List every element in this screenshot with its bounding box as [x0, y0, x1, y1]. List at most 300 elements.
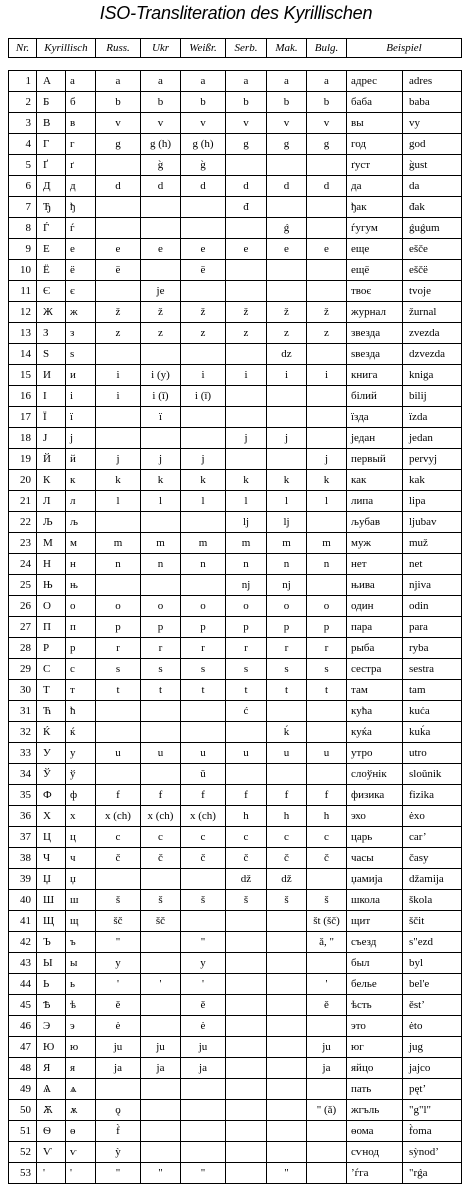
example-latin: car’	[403, 827, 462, 848]
serbian-translit: t	[226, 680, 267, 701]
table-row	[9, 344, 462, 365]
example-cyrillic: љубав	[347, 512, 403, 533]
example-cyrillic: царь	[347, 827, 403, 848]
row-number: 9	[9, 239, 37, 260]
cyrillic-lowercase: г	[66, 134, 96, 155]
serbian-translit: u	[226, 743, 267, 764]
table-row	[9, 365, 462, 386]
macedonian-translit: f	[267, 785, 307, 806]
example-cyrillic: ѳома	[347, 1121, 403, 1142]
header-russ: Russ.	[96, 39, 141, 58]
serbian-translit: n	[226, 554, 267, 575]
cyrillic-lowercase: ъ	[66, 932, 96, 953]
example-latin: bel'e	[403, 974, 462, 995]
table-row	[9, 1079, 462, 1100]
serbian-translit	[226, 1058, 267, 1079]
example-latin: adres	[403, 71, 462, 92]
row-number: 10	[9, 260, 37, 281]
cyrillic-lowercase: ќ	[66, 722, 96, 743]
example-cyrillic: книга	[347, 365, 403, 386]
example-latin: kuḱa	[403, 722, 462, 743]
example-latin: byl	[403, 953, 462, 974]
bulgarian-translit	[307, 218, 347, 239]
cyrillic-lowercase: б	[66, 92, 96, 113]
row-number: 38	[9, 848, 37, 869]
row-number: 27	[9, 617, 37, 638]
bulgarian-translit	[307, 428, 347, 449]
example-cyrillic: твоє	[347, 281, 403, 302]
table-row	[9, 827, 462, 848]
header-weissr: Weißr.	[181, 39, 226, 58]
bulgarian-translit: v	[307, 113, 347, 134]
serbian-translit: z	[226, 323, 267, 344]
row-number: 50	[9, 1100, 37, 1121]
row-number: 47	[9, 1037, 37, 1058]
table-row	[9, 1142, 462, 1163]
row-number: 30	[9, 680, 37, 701]
cyrillic-lowercase: ѧ	[66, 1079, 96, 1100]
macedonian-translit	[267, 1100, 307, 1121]
cyrillic-uppercase: Ѓ	[37, 218, 66, 239]
cyrillic-lowercase: х	[66, 806, 96, 827]
example-latin: "g"l"	[403, 1100, 462, 1121]
example-latin: ïzda	[403, 407, 462, 428]
cyrillic-lowercase: о	[66, 596, 96, 617]
table-row	[9, 743, 462, 764]
russian-translit: '	[96, 974, 141, 995]
cyrillic-uppercase: Ѧ	[37, 1079, 66, 1100]
russian-translit: "	[96, 932, 141, 953]
ukrainian-translit	[141, 869, 181, 890]
row-number: 19	[9, 449, 37, 470]
serbian-translit: m	[226, 533, 267, 554]
row-number: 52	[9, 1142, 37, 1163]
serbian-translit: i	[226, 365, 267, 386]
macedonian-translit: o	[267, 596, 307, 617]
row-number: 17	[9, 407, 37, 428]
cyrillic-uppercase: Х	[37, 806, 66, 827]
cyrillic-uppercase: Ѫ	[37, 1100, 66, 1121]
bulgarian-translit: b	[307, 92, 347, 113]
row-number: 4	[9, 134, 37, 155]
cyrillic-uppercase: Ф	[37, 785, 66, 806]
bulgarian-translit: f	[307, 785, 347, 806]
belarusian-translit: i	[181, 365, 226, 386]
ukrainian-translit: r	[141, 638, 181, 659]
header-mak: Mak.	[267, 39, 307, 58]
bulgarian-translit: s	[307, 659, 347, 680]
cyrillic-lowercase: љ	[66, 512, 96, 533]
example-cyrillic: был	[347, 953, 403, 974]
bulgarian-translit	[307, 407, 347, 428]
belarusian-translit: b	[181, 92, 226, 113]
russian-translit: šč	[96, 911, 141, 932]
cyrillic-uppercase: Ј	[37, 428, 66, 449]
table-row	[9, 1121, 462, 1142]
example-cyrillic: вы	[347, 113, 403, 134]
row-number: 35	[9, 785, 37, 806]
example-cyrillic: їзда	[347, 407, 403, 428]
bulgarian-translit: z	[307, 323, 347, 344]
belarusian-translit: n	[181, 554, 226, 575]
russian-translit	[96, 701, 141, 722]
macedonian-translit	[267, 155, 307, 176]
bulgarian-translit	[307, 1121, 347, 1142]
bulgarian-translit: r	[307, 638, 347, 659]
row-number: 25	[9, 575, 37, 596]
ukrainian-translit: o	[141, 596, 181, 617]
row-number: 28	[9, 638, 37, 659]
row-number: 31	[9, 701, 37, 722]
serbian-translit: o	[226, 596, 267, 617]
belarusian-translit: c	[181, 827, 226, 848]
example-latin: ešče	[403, 239, 462, 260]
russian-translit: l	[96, 491, 141, 512]
cyrillic-lowercase: т	[66, 680, 96, 701]
row-number: 16	[9, 386, 37, 407]
serbian-translit	[226, 155, 267, 176]
bulgarian-translit: ž	[307, 302, 347, 323]
row-number: 7	[9, 197, 37, 218]
example-latin: odin	[403, 596, 462, 617]
ukrainian-translit: m	[141, 533, 181, 554]
bulgarian-translit	[307, 512, 347, 533]
row-number: 13	[9, 323, 37, 344]
belarusian-translit	[181, 911, 226, 932]
macedonian-translit: dž	[267, 869, 307, 890]
serbian-translit	[226, 953, 267, 974]
cyrillic-uppercase: Б	[37, 92, 66, 113]
ukrainian-translit: e	[141, 239, 181, 260]
ukrainian-translit: x (ch)	[141, 806, 181, 827]
cyrillic-lowercase: з	[66, 323, 96, 344]
serbian-translit	[226, 1142, 267, 1163]
column-header-table	[8, 38, 462, 58]
example-cyrillic: липа	[347, 491, 403, 512]
belarusian-translit: č	[181, 848, 226, 869]
serbian-translit	[226, 1016, 267, 1037]
header-bulg: Bulg.	[307, 39, 347, 58]
cyrillic-lowercase: ч	[66, 848, 96, 869]
cyrillic-lowercase: в	[66, 113, 96, 134]
cyrillic-lowercase: я	[66, 1058, 96, 1079]
belarusian-translit	[181, 197, 226, 218]
russian-translit: s	[96, 659, 141, 680]
example-cyrillic: физика	[347, 785, 403, 806]
cyrillic-uppercase: Ґ	[37, 155, 66, 176]
macedonian-translit	[267, 260, 307, 281]
cyrillic-uppercase: С	[37, 659, 66, 680]
belarusian-translit: m	[181, 533, 226, 554]
russian-translit	[96, 155, 141, 176]
example-cyrillic: юг	[347, 1037, 403, 1058]
bulgarian-translit	[307, 1079, 347, 1100]
macedonian-translit: m	[267, 533, 307, 554]
belarusian-translit: "	[181, 932, 226, 953]
macedonian-translit	[267, 932, 307, 953]
bulgarian-translit: o	[307, 596, 347, 617]
cyrillic-uppercase: Ѕ	[37, 344, 66, 365]
bulgarian-translit	[307, 722, 347, 743]
macedonian-translit: k	[267, 470, 307, 491]
table-row	[9, 218, 462, 239]
example-cyrillic: рыба	[347, 638, 403, 659]
cyrillic-lowercase: ц	[66, 827, 96, 848]
belarusian-translit: d	[181, 176, 226, 197]
cyrillic-lowercase: р	[66, 638, 96, 659]
example-cyrillic: један	[347, 428, 403, 449]
russian-translit: t	[96, 680, 141, 701]
bulgarian-translit: h	[307, 806, 347, 827]
russian-translit: x (ch)	[96, 806, 141, 827]
ukrainian-translit: ž	[141, 302, 181, 323]
serbian-translit	[226, 218, 267, 239]
example-latin: zvezda	[403, 323, 462, 344]
macedonian-translit	[267, 1121, 307, 1142]
example-cyrillic: муж	[347, 533, 403, 554]
serbian-translit	[226, 1163, 267, 1184]
example-latin: god	[403, 134, 462, 155]
cyrillic-uppercase: Ў	[37, 764, 66, 785]
russian-translit	[96, 512, 141, 533]
belarusian-translit: r	[181, 638, 226, 659]
cyrillic-uppercase: Ю	[37, 1037, 66, 1058]
cyrillic-lowercase: ґ	[66, 155, 96, 176]
serbian-translit: đ	[226, 197, 267, 218]
belarusian-translit	[181, 575, 226, 596]
row-number: 11	[9, 281, 37, 302]
table-row	[9, 764, 462, 785]
macedonian-translit	[267, 953, 307, 974]
bulgarian-translit	[307, 1016, 347, 1037]
row-number: 21	[9, 491, 37, 512]
russian-translit: ỳ	[96, 1142, 141, 1163]
example-cyrillic: куќа	[347, 722, 403, 743]
example-latin: jedan	[403, 428, 462, 449]
belarusian-translit: '	[181, 974, 226, 995]
cyrillic-lowercase: э	[66, 1016, 96, 1037]
belarusian-translit	[181, 1100, 226, 1121]
russian-translit: j	[96, 449, 141, 470]
serbian-translit	[226, 386, 267, 407]
example-cyrillic: журнал	[347, 302, 403, 323]
example-cyrillic: џамија	[347, 869, 403, 890]
table-row	[9, 323, 462, 344]
macedonian-translit: c	[267, 827, 307, 848]
cyrillic-lowercase: ћ	[66, 701, 96, 722]
russian-translit: d	[96, 176, 141, 197]
ukrainian-translit	[141, 344, 181, 365]
ukrainian-translit	[141, 197, 181, 218]
macedonian-translit: v	[267, 113, 307, 134]
ukrainian-translit	[141, 428, 181, 449]
example-latin: net	[403, 554, 462, 575]
example-latin: jug	[403, 1037, 462, 1058]
row-number: 18	[9, 428, 37, 449]
table-row	[9, 428, 462, 449]
bulgarian-translit	[307, 701, 347, 722]
cyrillic-lowercase: ѵ	[66, 1142, 96, 1163]
macedonian-translit	[267, 995, 307, 1016]
belarusian-translit: z	[181, 323, 226, 344]
header-kyrillisch: Kyrillisch	[37, 39, 96, 58]
ukrainian-translit: i (y)	[141, 365, 181, 386]
example-cyrillic: њива	[347, 575, 403, 596]
example-latin: kniga	[403, 365, 462, 386]
example-latin: para	[403, 617, 462, 638]
example-cyrillic: ђак	[347, 197, 403, 218]
table-row	[9, 1016, 462, 1037]
serbian-translit: s	[226, 659, 267, 680]
cyrillic-uppercase: Л	[37, 491, 66, 512]
row-number: 1	[9, 71, 37, 92]
bulgarian-translit: t	[307, 680, 347, 701]
example-latin: fizika	[403, 785, 462, 806]
example-latin: ěst’	[403, 995, 462, 1016]
row-number: 8	[9, 218, 37, 239]
table-row	[9, 470, 462, 491]
bulgarian-translit: d	[307, 176, 347, 197]
russian-translit: ž	[96, 302, 141, 323]
serbian-translit	[226, 995, 267, 1016]
row-number: 5	[9, 155, 37, 176]
belarusian-translit	[181, 281, 226, 302]
cyrillic-lowercase: ш	[66, 890, 96, 911]
cyrillic-lowercase: ё	[66, 260, 96, 281]
bulgarian-translit: l	[307, 491, 347, 512]
cyrillic-uppercase: Ї	[37, 407, 66, 428]
belarusian-translit: g (h)	[181, 134, 226, 155]
russian-translit: c	[96, 827, 141, 848]
example-latin: ryba	[403, 638, 462, 659]
ukrainian-translit: je	[141, 281, 181, 302]
cyrillic-lowercase: ф	[66, 785, 96, 806]
example-latin: kuća	[403, 701, 462, 722]
cyrillic-lowercase: ђ	[66, 197, 96, 218]
cyrillic-lowercase: ы	[66, 953, 96, 974]
cyrillic-uppercase: Ч	[37, 848, 66, 869]
cyrillic-lowercase: њ	[66, 575, 96, 596]
example-cyrillic: щит	[347, 911, 403, 932]
row-number: 12	[9, 302, 37, 323]
table-row	[9, 92, 462, 113]
belarusian-translit	[181, 407, 226, 428]
row-number: 40	[9, 890, 37, 911]
table-row	[9, 512, 462, 533]
table-row	[9, 785, 462, 806]
bulgarian-translit: ju	[307, 1037, 347, 1058]
bulgarian-translit: č	[307, 848, 347, 869]
russian-translit: p	[96, 617, 141, 638]
table-row	[9, 260, 462, 281]
macedonian-translit: n	[267, 554, 307, 575]
ukrainian-translit: t	[141, 680, 181, 701]
ukrainian-translit	[141, 764, 181, 785]
bulgarian-translit	[307, 575, 347, 596]
table-row	[9, 659, 462, 680]
cyrillic-lowercase: й	[66, 449, 96, 470]
example-cyrillic: бельe	[347, 974, 403, 995]
bulgarian-translit	[307, 1142, 347, 1163]
macedonian-translit: i	[267, 365, 307, 386]
ukrainian-translit: z	[141, 323, 181, 344]
serbian-translit	[226, 1037, 267, 1058]
ukrainian-translit: č	[141, 848, 181, 869]
cyrillic-uppercase: Д	[37, 176, 66, 197]
macedonian-translit	[267, 1079, 307, 1100]
example-latin: jajco	[403, 1058, 462, 1079]
table-row	[9, 386, 462, 407]
macedonian-translit	[267, 1016, 307, 1037]
ukrainian-translit	[141, 932, 181, 953]
cyrillic-lowercase: к	[66, 470, 96, 491]
cyrillic-uppercase: Ж	[37, 302, 66, 323]
row-number: 39	[9, 869, 37, 890]
cyrillic-uppercase: Щ	[37, 911, 66, 932]
table-row	[9, 953, 462, 974]
russian-translit	[96, 1079, 141, 1100]
cyrillic-uppercase: Ѵ	[37, 1142, 66, 1163]
russian-translit: e	[96, 239, 141, 260]
row-number: 42	[9, 932, 37, 953]
serbian-translit: lj	[226, 512, 267, 533]
table-row	[9, 1037, 462, 1058]
cyrillic-uppercase: Ё	[37, 260, 66, 281]
bulgarian-translit: e	[307, 239, 347, 260]
cyrillic-uppercase: Љ	[37, 512, 66, 533]
header-ukr: Ukr	[141, 39, 181, 58]
cyrillic-lowercase: д	[66, 176, 96, 197]
ukrainian-translit: f	[141, 785, 181, 806]
serbian-translit: f	[226, 785, 267, 806]
macedonian-translit	[267, 1037, 307, 1058]
row-number: 2	[9, 92, 37, 113]
row-number: 20	[9, 470, 37, 491]
example-latin: džamija	[403, 869, 462, 890]
ukrainian-translit: g (h)	[141, 134, 181, 155]
example-latin: pervyj	[403, 449, 462, 470]
table-row	[9, 596, 462, 617]
example-cyrillic: сестра	[347, 659, 403, 680]
belarusian-translit: l	[181, 491, 226, 512]
cyrillic-uppercase: З	[37, 323, 66, 344]
serbian-translit	[226, 1100, 267, 1121]
belarusian-translit: o	[181, 596, 226, 617]
row-number: 37	[9, 827, 37, 848]
ukrainian-translit	[141, 1100, 181, 1121]
russian-translit	[96, 407, 141, 428]
example-cyrillic: ѓугум	[347, 218, 403, 239]
ukrainian-translit: š	[141, 890, 181, 911]
belarusian-translit	[181, 344, 226, 365]
cyrillic-lowercase: ї	[66, 407, 96, 428]
russian-translit	[96, 428, 141, 449]
serbian-translit: h	[226, 806, 267, 827]
belarusian-translit	[181, 1142, 226, 1163]
table-row	[9, 302, 462, 323]
table-row	[9, 638, 462, 659]
ukrainian-translit: a	[141, 71, 181, 92]
cyrillic-uppercase: Я	[37, 1058, 66, 1079]
header-beispiel: Beispiel	[347, 39, 462, 58]
example-cyrillic: пать	[347, 1079, 403, 1100]
serbian-translit: ć	[226, 701, 267, 722]
table-row	[9, 407, 462, 428]
macedonian-translit	[267, 701, 307, 722]
bulgarian-translit	[307, 260, 347, 281]
table-row	[9, 134, 462, 155]
belarusian-translit: e	[181, 239, 226, 260]
